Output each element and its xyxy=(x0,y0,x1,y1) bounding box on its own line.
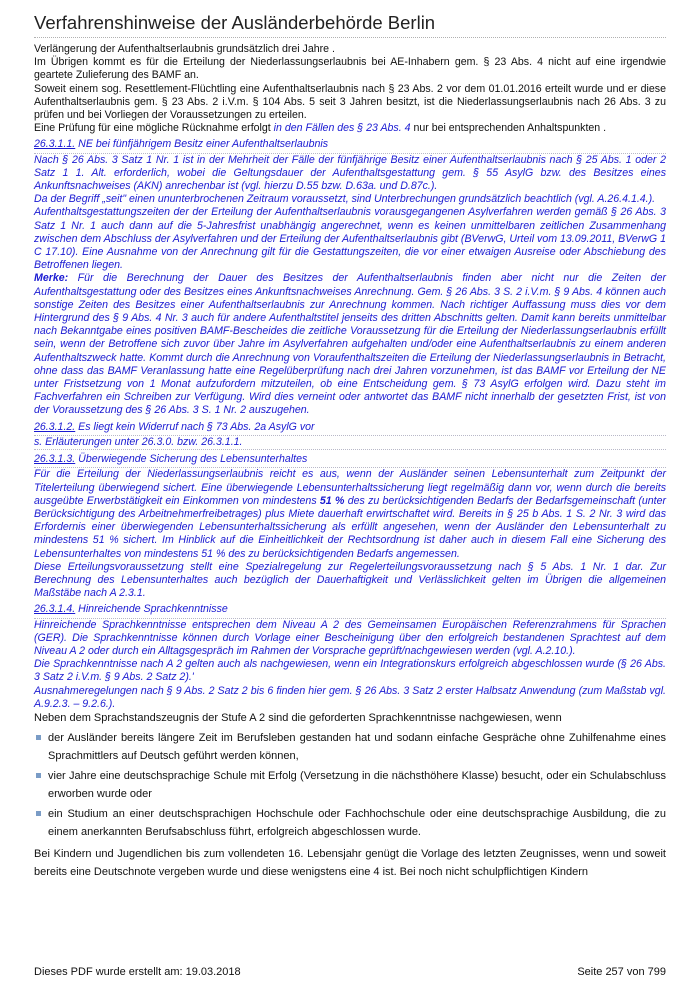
section-heading-26-3-1-2 xyxy=(34,421,666,436)
s3-p1-end: des zu berücksichtigenden Bedarfs der Bedarfsgemeinschaft (unter Berücksichtigung des Arbeitnehmerfreibetrages) plus Miete dauerhaft erwirtschaftet wird. Bereits in § 25 b Abs. 1 S. 2 Nr. 3 wird das Erfordernis einer überwiegenden Lebensunterhaltssicherung als erfüllt angesehen, wenn der Ausländer den Lebensunterhalt zu mindestens 51 % sichert. Im Hinblick auf die Einheitlichkeit der Rechtsordnung ist daher auch in diesem Fall eine Sicherung des Lebensunterhaltes von mindestens 51 % des zu berücksichtigenden Bedarfs angemessen. xyxy=(34,494,666,560)
list-item xyxy=(34,805,666,841)
s2-paragraph-1: s. Erläuterungen unter 26.3.0. bzw. 26.3.1.1. xyxy=(34,436,666,450)
page-footer xyxy=(34,966,666,978)
section-number[interactable]: 26.3.1.1. xyxy=(34,138,76,151)
s1-paragraph-3: Aufenthaltsgestattungszeiten der der Erteilung der Aufenthaltserlaubnis vorausgegangenen Asylverfahren werden gemäß § 26 Abs. 3 Satz 1 Nr. 1 auch dann auf die 5-Jahresfrist unabhängig angerechnet, wenn es keinen unmittelbaren zeitlichen Zusammenhang zwischen dem Abschluss der Asylverfahren und der Erteilung der Aufenthaltserlaubnis gibt (BVerwG, Urteil vom 13.09.2011, BVerwG 1 C 17.10). Eine Ausnahme von der Anrechnung gilt für die Gestattungszeiten, die vor einer etwaigen Ausreise oder Abschiebung des Betroffenen liegen. xyxy=(34,206,667,272)
section-heading-26-3-1-3 xyxy=(34,453,666,468)
s3-p1-start: Für die Erteilung der Niederlassungserlaubnis reicht es aus, wenn der Ausländer seinen Lebensunterhalt zum Zeitpunkt der Titelerteilung überwiegend sichert. Eine überwiegende Lebensunterhaltssicherung liegt regelmäßig dann vor, wenn durch die bereits ausgeübte Erwerbstätigkeit ein Einkommen von mindestens xyxy=(34,468,666,507)
section-title: NE bei fünfjährigem Besitz einer Aufenthaltserlaubnis xyxy=(75,138,329,151)
footer-page-number: Seite 257 von 799 xyxy=(577,966,666,978)
merke-label: Merke: xyxy=(34,272,69,285)
section-title: Es liegt kein Widerruf nach § 73 Abs. 2a AsylG vor xyxy=(75,420,315,433)
list-item xyxy=(34,767,666,803)
after-paragraph-1: Neben dem Sprachstandszeugnis der Stufe A 2 sind die geforderten Sprachkenntnisse nachgewiesen, wenn xyxy=(34,711,562,724)
section-title: Überwiegende Sicherung des Lebensunterhaltes xyxy=(75,453,308,466)
requirements-list xyxy=(34,729,666,841)
intro-paragraph-2: Im Übrigen kommt es für die Erteilung der Niederlassungserlaubnis bei AE-Inhabern gem. § 23 Abs. 4 nicht auf eine irgendwie geartete Zulieferung des BAMF an. xyxy=(34,56,666,82)
s1-paragraph-1: Nach § 26 Abs. 3 Satz 1 Nr. 1 ist in der Mehrheit der Fälle der fünfjährige Besitz einer Aufenthaltserlaubnis nach § 25 Abs. 1 oder 2 Satz 1 1. Alt. erforderlich, wobei die Geltungsdauer der Aufenthaltsgestattung gem. § 55 AsylG bzw. des Besitzes eines Ankunftsnachweises (AKN) anrechenbar ist (vgl. hierzu D.55 bzw. D.63a. und D.87c.). xyxy=(34,153,666,193)
intro-p4-start: Eine Prüfung für eine mögliche Rücknahme erfolgt xyxy=(34,122,274,135)
bullet-square-icon xyxy=(36,773,41,778)
section-title: Hinreichende Sprachkenntnisse xyxy=(75,603,228,616)
s4-paragraph-3: Ausnahmeregelungen nach § 9 Abs. 2 Satz 2 bis 6 finden hier gem. § 26 Abs. 3 Satz 2 erster Halbsatz Anwendung (zum Maßstab vgl. A.9.2.3. – 9.2.6.). xyxy=(34,684,666,710)
s1-paragraph-2: Da der Begriff „seit" einen ununterbrochenen Zeitraum voraussetzt, sind Unterbrechungen grundsätzlich beachtlich (vgl. A.26.4.1.4.). xyxy=(34,193,656,206)
last-paragraph: Bei Kindern und Jugendlichen bis zum vollendeten 16. Lebensjahr genügt die Vorlage des letzten Zeugnisses, wenn und soweit bereits eine Deutschnote vergeben wurde und diese wenigstens eine 4 ist. Bei noch nicht schulpflichtigen Kindern xyxy=(34,847,666,878)
list-item-text: der Ausländer bereits längere Zeit im Berufsleben gestanden hat und sodann einfache Gespräche ohne Zuhilfenahme eines Sprachmittlers auf Deutsch geführt werden können, xyxy=(48,731,666,762)
bullet-square-icon xyxy=(36,735,41,740)
s4-paragraph-1: Hinreichende Sprachkenntnisse entsprechen dem Niveau A 2 des Gemeinsamen Europäischen Referenzrahmens für Sprachen (GER). Die Sprachkenntnisse können durch Vorlage einer Bescheinigung über den erfolgreich bestandenen Sprachtest auf dem Niveau A 2 oder durch ein Alltagsgespräch im Rahmen der Vorsprache geprüft/nachgewiesen werden (vgl. A.2.10.). xyxy=(34,618,666,657)
s3-paragraph-1 xyxy=(34,468,666,560)
list-item-text: vier Jahre eine deutschsprachige Schule mit Erfolg (Versetzung in die nächsthöhere Klasse) besucht, oder ein Schulabschluss erworben wurde oder xyxy=(48,769,666,800)
intro-p4-reference: in den Fällen des § 23 Abs. 4 xyxy=(273,122,411,135)
footer-created-date: Dieses PDF wurde erstellt am: 19.03.2018 xyxy=(34,966,241,978)
section-heading-26-3-1-1 xyxy=(34,138,666,153)
intro-paragraph-3: Soweit einem sog. Resettlement-Flüchtling eine Aufenthaltserlaubnis nach § 23 Abs. 2 vor dem 01.01.2016 erteilt wurde und er diese Aufenthaltserlaubnis gem. § 23 Abs. 2 i.V.m. § 104 Abs. 5 seit 3 Jahren besitzt, ist die Niederlassungserlaubnis nach 26 Abs. 3 zu prüfen und bei Vorliegen der Voraussetzungen zu erteilen. xyxy=(34,82,666,122)
s4-paragraph-2: Die Sprachkenntnisse nach A 2 gelten auch als nachgewiesen, wenn ein Integrationskurs erfolgreich abgeschlossen wurde (§ 26 Abs. 3 Satz 2 i.V.m. § 9 Abs. 2 Satz 2).' xyxy=(34,658,666,684)
section-number[interactable]: 26.3.1.3. xyxy=(34,453,76,466)
list-item xyxy=(34,729,666,765)
section-number[interactable]: 26.3.1.4. xyxy=(34,603,76,616)
section-heading-26-3-1-4 xyxy=(34,603,666,618)
intro-paragraph-4 xyxy=(34,122,666,135)
s3-p1-percent: 51 % xyxy=(319,494,345,507)
page-title: Verfahrenshinweise der Ausländerbehörde Berlin xyxy=(34,12,666,38)
merke-text: Für die Berechnung der Dauer des Besitzes der Aufenthaltserlaubnis finden aber nicht nur die Zeiten der Aufenthaltsgestattung oder des Besitzes eines Ankunftsnachweises Anrechnung. Gem. § 26 Abs. 3 S. 2 i.V.m. § 9 Abs. 4 können auch sonstige Zeiten des Besitzes einer Aufenthaltserlaubnis zur Anrechnung kommen. Nach richtiger Auffassung muss dies vor dem Hintergrund des § 9 Abs. 4 Nr. 3 auch für andere Aufenthaltstitel jenseits des dritten Abschnitts gelten. Damit kann bereits unmittelbar nach Bekanntgabe eines positiven BAMF-Bescheides die zeitliche Voraussetzung für die Erteilung der Niederlassungserlaubnis erfüllt sein, wenn der Betroffene sich zuvor über Jahre im Asylverfahren aufgehalten und/oder eine Aufenthaltserlaubnis zu einem anderen Aufenthaltszweck hatte. Kommt durch die Anrechnung von Voraufenthaltszeiten die Erteilung der Niederlassungserlaubnis in Betracht, ohne dass das BAMF Veranlassung hatte eine Regelüberprüfung nach drei Jahren vorzunehmen, ist das BAMF vor Erteilung der NE unter Fristsetzung von 1 Monat aufzufordern mitzuteilen, ob eine Entscheidung gem. § 73 AsylG erfolgen wird. Dazu steht im Fachverfahren ein Schreiben zur Verfügung. Wird dies verneint oder antwortet das BAMF nicht innerhalb der gesetzten Frist, ist von der Voraussetzung des § 26 Abs. 3 S. 1 Nr. 2 auszugehen. xyxy=(34,272,666,417)
section-number[interactable]: 26.3.1.2. xyxy=(34,420,76,433)
bullet-square-icon xyxy=(36,811,41,816)
intro-p4-end: nur bei entsprechenden Anhaltspunkten . xyxy=(410,122,607,135)
intro-paragraph-1: Verlängerung der Aufenthaltserlaubnis grundsätzlich drei Jahre . xyxy=(34,43,335,55)
list-item-text: ein Studium an einer deutschsprachigen Hochschule oder Fachhochschule oder eine deutschsprachige Ausbildung, die zu einem anerkannten Berufsabschluss führt, erfolgreich abgeschlossen wurde. xyxy=(48,807,666,838)
s1-merke-paragraph xyxy=(34,272,666,417)
s3-paragraph-2: Diese Erteilungsvoraussetzung stellt eine Spezialregelung zur Regelerteilungsvoraussetzung nach § 5 Abs. 1 Nr. 1 dar. Zur Berechnung des Lebensunterhaltes auch bezüglich der Dauerhaftigkeit und Verlässlichkeit gelten im Übrigen die allgemeinen Maßstäbe nach A 2.3.1. xyxy=(34,560,666,600)
document-page xyxy=(34,12,666,892)
